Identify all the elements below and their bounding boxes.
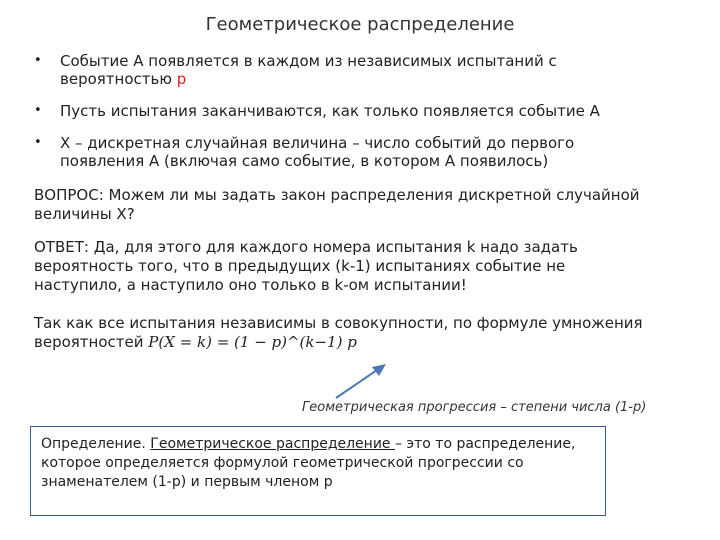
definition-text: – это то распределение, которое определяется формулой геометрической прогрессии со знаменателем (1-p) и первым членом p xyxy=(41,436,576,490)
bullet-item xyxy=(34,102,644,120)
probability-symbol: p xyxy=(176,70,187,88)
slide-title: Геометрическое распределение xyxy=(205,14,515,35)
bullet-icon: • xyxy=(34,53,42,68)
multiplication-rule-text xyxy=(34,314,644,352)
answer-text: ОТВЕТ: Да, для этого для каждого номера испытания k надо задать вероятность того, что в предыдущих (k-1) испытаниях событие не наступило, а наступило оно только в k-ом испытании! xyxy=(34,238,578,294)
bullet-text: Х – дискретная случайная величина – число событий до первого появления А (включая само событие, в котором А появилось) xyxy=(60,134,575,170)
bullet-icon: • xyxy=(34,135,42,150)
bullet-icon: • xyxy=(34,103,42,118)
bullet-list xyxy=(34,52,644,184)
definition-lead: Определение. xyxy=(41,436,151,452)
question-text: ВОПРОС: Можем ли мы задать закон распределения дискретной случайной величины Х? xyxy=(34,186,640,223)
definition-term: Геометрическое распределение xyxy=(150,436,395,452)
progression-note: Геометрическая прогрессия – степени числа (1-p) xyxy=(302,400,647,415)
bullet-text: Событие А появляется в каждом из независимых испытаний с вероятностью xyxy=(60,52,557,88)
arrow-icon xyxy=(330,358,390,402)
since-text: Так как все испытания независимы в совокупности, по формуле умножения вероятностей xyxy=(34,314,643,351)
distribution-formula: P(X = k) = (1 − p)^(k−1) p xyxy=(148,333,357,351)
bullet-text: Пусть испытания заканчиваются, как только появляется событие А xyxy=(60,102,600,120)
definition-box xyxy=(30,426,606,516)
bullet-item xyxy=(34,134,644,170)
bullet-item xyxy=(34,52,644,88)
